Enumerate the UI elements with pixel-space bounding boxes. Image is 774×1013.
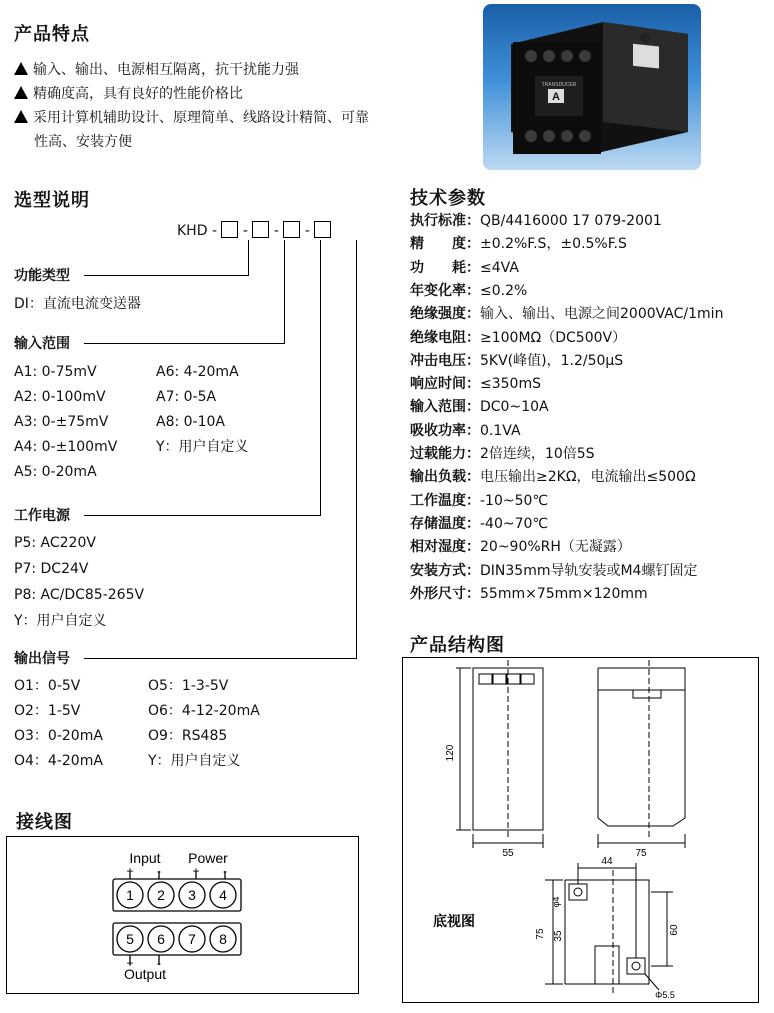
spec-row [410,491,548,511]
output-signal-left [14,674,103,774]
terminal-number: 2 [157,887,165,903]
terminal-number: 5 [126,931,134,947]
selection-title: 选型说明 [14,190,90,211]
connector-line [84,343,285,344]
wiring-title: 接线图 [16,812,73,833]
dim-60: 60 [669,924,680,936]
option-item: A7: 0-5A [156,389,217,405]
option-item: A3: 0-±75mV [14,414,109,430]
connector-line [84,658,357,659]
option-item: A5: 0-20mA [14,464,97,480]
spec-row [410,328,626,348]
svg-text:+: + [126,864,134,878]
code-box [221,221,238,238]
spec-value: DC0~10A [480,399,549,416]
svg-text:+: + [192,864,200,878]
terminal-number: 4 [219,887,227,903]
connector-line [84,515,321,516]
terminal-number: 8 [219,931,227,947]
option-item: O9：RS485 [148,728,228,744]
spec-row [410,211,662,231]
power-options [14,530,144,634]
option-item: Y：用户自定义 [14,613,107,629]
specs-title: 技术参数 [410,188,486,209]
connector-line [84,275,249,276]
input-range-right [156,360,249,460]
feature-item: 输入、输出、电源相互隔离，抗干扰能力强 [14,58,369,82]
dim-bottom-width: 44 [601,856,613,867]
spec-value: 55mm×75mm×120mm [480,585,648,602]
spec-row [410,281,527,301]
code-box [252,221,269,238]
spec-value: -40~70℃ [480,515,549,532]
spec-value: ±0.2%F.S，±0.5%F.S [480,236,627,253]
triangle-bullet-icon [14,110,28,123]
svg-text:-: - [157,956,161,970]
spec-value: -10~50℃ [480,492,549,509]
code-box [283,221,300,238]
spec-value: ≤350mS [480,376,541,393]
output-signal-right [148,674,260,774]
wiring-diagram-frame [6,836,359,994]
spec-value: ≤4VA [480,259,519,276]
features-list [14,58,369,154]
bottom-view-label: 底视图 [433,913,475,929]
option-item: A8: 0-10A [156,414,226,430]
spec-row [410,421,521,441]
spec-value: 20~90%RH（无凝露） [480,539,631,556]
spec-key: 安装方式： [410,562,480,579]
dim-phi4: φ4 [551,896,561,908]
triangle-bullet-icon [14,86,28,99]
input-range-label: 输入范围 [14,336,70,352]
spec-key: 执行标准： [410,213,480,229]
spec-row [410,467,696,487]
power-label: Power [188,850,228,866]
spec-value: 2倍连续，10倍5S [480,446,595,462]
input-label: Input [129,850,161,866]
option-item: A4: 0-±100mV [14,439,118,455]
spec-row [410,514,548,534]
structure-diagram-frame [402,657,759,1003]
spec-key: 功 耗： [410,259,480,276]
structure-title: 产品结构图 [410,635,505,656]
spec-key: 过载能力： [410,446,480,462]
spec-value: 输入、输出、电源之间2000VAC/1min [480,306,724,323]
spec-value: 电压输出≥2KΩ，电流输出≤500Ω [480,469,696,486]
connector-line [284,240,285,343]
svg-text:-: - [157,864,161,878]
dim-phi55: Φ5.5 [655,990,675,1000]
spec-value: ≤0.2% [480,282,528,299]
option-item: P7: DC24V [14,561,89,577]
spec-row [410,304,723,324]
spec-key: 工作温度： [410,492,480,509]
wiring-drawing [7,837,358,993]
feature-item: 精确度高，具有良好的性能价格比 [14,82,369,106]
input-range-left [14,360,117,485]
spec-key: 输入范围： [410,399,480,416]
function-type-label: 功能类型 [14,268,70,284]
spec-key: 存储温度： [410,515,480,532]
spec-row [410,584,648,604]
option-item: O2：1-5V [14,703,81,719]
option-item: P8: AC/DC85-265V [14,587,145,603]
option-item: O5：1-3-5V [148,678,229,694]
dim-height: 120 [445,744,456,762]
code-box [314,221,331,238]
triangle-bullet-icon [14,62,28,75]
spec-value: ≥100MΩ（DC500V） [480,329,627,346]
option-item: Y：用户自定义 [156,439,249,455]
transducer-device-image [483,4,701,170]
spec-key: 相对湿度： [410,539,480,556]
device-label: TRANSDUCER [541,82,577,88]
connector-line [356,240,357,658]
dim-depth: 75 [635,848,647,859]
spec-row [410,351,623,371]
option-item: O4：4-20mA [14,753,103,769]
dim-bottom-height: 75 [535,928,546,940]
option-item: P5: AC220V [14,535,96,551]
spec-key: 绝缘强度： [410,306,480,323]
option-item: O1：0-5V [14,678,81,694]
spec-key: 吸收功率： [410,422,480,439]
svg-text:-: - [223,864,227,878]
dim-35: 35 [553,930,564,942]
svg-text:+: + [126,956,134,970]
option-item: A6: 4-20mA [156,364,239,380]
terminal-number: 6 [157,931,165,947]
power-label: 工作电源 [14,508,70,524]
features-title: 产品特点 [14,24,90,45]
spec-row [410,258,519,278]
feature-item: 性高、安装方便 [34,134,132,150]
spec-row [410,537,631,557]
option-item: A1: 0-75mV [14,364,97,380]
spec-row [410,444,595,464]
connector-line [320,240,321,515]
spec-key: 绝缘电阻： [410,329,480,346]
spec-key: 响应时间： [410,376,480,393]
connector-line [248,240,249,275]
spec-value: DIN35mm导轨安装或M4螺钉固定 [480,562,698,579]
model-code: KHD - - - - [177,221,331,241]
spec-row [410,397,549,417]
product-photo [483,4,701,170]
terminal-number: 7 [188,931,196,947]
terminal-number: 1 [126,887,134,903]
feature-item: 采用计算机辅助设计、原理简单、线路设计精简、可靠 [14,106,369,130]
option-item: O3：0-20mA [14,728,103,744]
spec-row [410,561,697,581]
spec-value: QB/4416000 17 079-2001 [480,213,662,229]
dim-width: 55 [502,848,514,859]
option-item: A2: 0-100mV [14,389,106,405]
spec-value: 5KV(峰值)，1.2/50μS [480,352,624,369]
structure-drawing [403,658,758,1002]
spec-value: 0.1VA [480,422,521,439]
spec-key: 精 度： [410,236,480,253]
output-label: Output [123,966,167,982]
spec-key: 冲击电压： [410,352,480,369]
spec-row [410,374,541,394]
terminal-number: 3 [188,887,196,903]
spec-key: 外形尺寸： [410,585,480,602]
option-item: Y：用户自定义 [148,753,241,769]
spec-row [410,234,627,254]
output-signal-label: 输出信号 [14,651,70,667]
spec-key: 年变化率： [410,282,480,299]
function-type-value: DI：直流电流变送器 [14,296,141,312]
spec-key: 输出负载： [410,469,480,486]
device-letter: A [552,91,560,103]
option-item: O6：4-12-20mA [148,703,260,719]
